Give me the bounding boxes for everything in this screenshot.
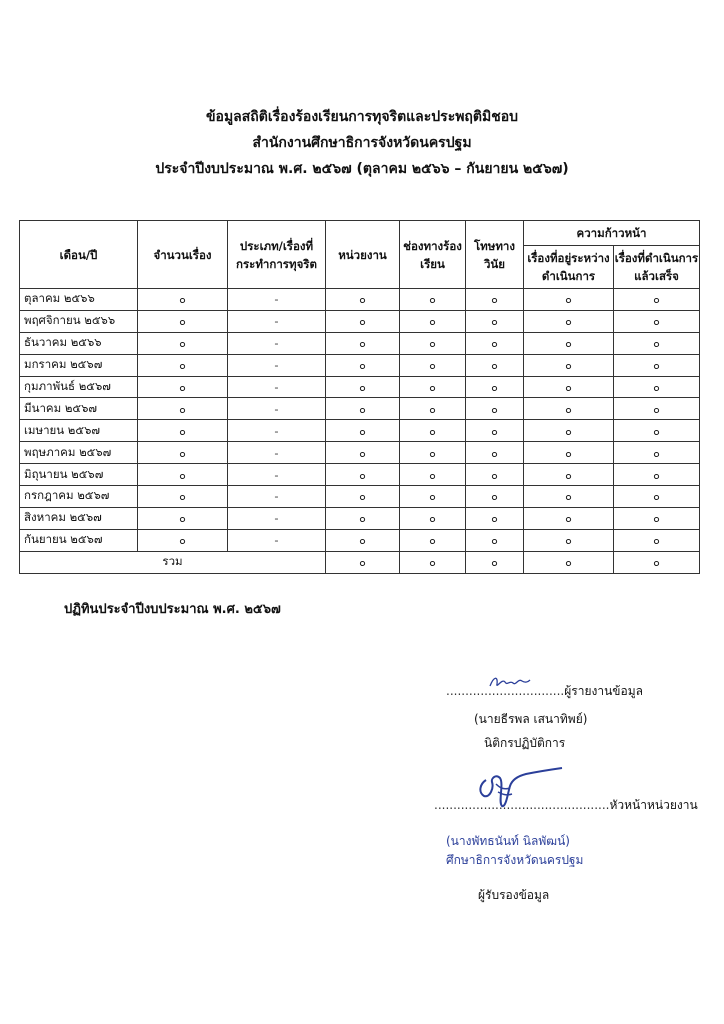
cell-completed: ๐ [614, 289, 700, 311]
cell-in-progress: ๐ [524, 442, 614, 464]
cell-completed: ๐ [614, 529, 700, 551]
cell-month: เมษายน ๒๕๖๗ [20, 420, 138, 442]
cell-penalty: ๐ [466, 420, 524, 442]
col-header-progress: ความก้าวหน้า [524, 221, 700, 246]
document-title: ข้อมูลสถิติเรื่องร้องเรียนการทุจริตและประพฤติมิชอบ [205, 109, 519, 125]
col-header-channel: ช่องทางร้องเรียน [400, 221, 466, 289]
cell-completed: ๐ [614, 507, 700, 529]
cell-penalty: ๐ [466, 289, 524, 311]
total-channel: ๐ [400, 551, 466, 573]
cell-agency: ๐ [326, 398, 400, 420]
cell-month: กันยายน ๒๕๖๗ [20, 529, 138, 551]
cell-penalty: ๐ [466, 464, 524, 486]
cell-channel: ๐ [400, 442, 466, 464]
cell-penalty: ๐ [466, 398, 524, 420]
office-name: สำนักงานศึกษาธิการจังหวัดนครปฐม [252, 135, 472, 151]
cell-completed: ๐ [614, 420, 700, 442]
cell-month: พฤศจิกายน ๒๕๖๖ [20, 310, 138, 332]
total-penalty: ๐ [466, 551, 524, 573]
cell-channel: ๐ [400, 398, 466, 420]
cell-channel: ๐ [400, 486, 466, 508]
head-dots: .............................................. [434, 798, 610, 812]
cell-in-progress: ๐ [524, 289, 614, 311]
reporter-name: (นายธีรพล เสนาทิพย์) [474, 712, 588, 726]
table-row [20, 464, 700, 486]
table-row [20, 376, 700, 398]
col-header-in-progress: เรื่องที่อยู่ระหว่างดำเนินการ [524, 246, 614, 289]
fiscal-year-note: ปฏิทินประจำปีงบประมาณ พ.ศ. ๒๕๖๗ [64, 602, 281, 617]
reporter-role: ผู้รายงานข้อมูล [564, 684, 643, 698]
fiscal-period: ประจำปีงบประมาณ พ.ศ. ๒๕๖๗ (ตุลาคม ๒๕๖๖ – กันยายน ๒๕๖๗) [155, 161, 569, 177]
table-row [20, 420, 700, 442]
cell-month: มิถุนายน ๒๕๖๗ [20, 464, 138, 486]
cell-channel: ๐ [400, 529, 466, 551]
col-header-count: จำนวนเรื่อง [138, 221, 228, 289]
cell-penalty: ๐ [466, 332, 524, 354]
cell-in-progress: ๐ [524, 420, 614, 442]
table-row [20, 486, 700, 508]
cell-in-progress: ๐ [524, 376, 614, 398]
cell-agency: ๐ [326, 442, 400, 464]
cell-channel: ๐ [400, 354, 466, 376]
total-completed: ๐ [614, 551, 700, 573]
cell-month: พฤษภาคม ๒๕๖๗ [20, 442, 138, 464]
cell-channel: ๐ [400, 420, 466, 442]
cell-agency: ๐ [326, 529, 400, 551]
cell-type: - [228, 420, 326, 442]
cell-agency: ๐ [326, 376, 400, 398]
table-row [20, 289, 700, 311]
cell-count: ๐ [138, 529, 228, 551]
cell-month: ตุลาคม ๒๕๖๖ [20, 289, 138, 311]
cell-completed: ๐ [614, 442, 700, 464]
cell-month: กรกฎาคม ๒๕๖๗ [20, 486, 138, 508]
cell-channel: ๐ [400, 464, 466, 486]
cell-in-progress: ๐ [524, 529, 614, 551]
cell-count: ๐ [138, 486, 228, 508]
cell-completed: ๐ [614, 376, 700, 398]
cell-count: ๐ [138, 354, 228, 376]
cell-type: - [228, 507, 326, 529]
cell-in-progress: ๐ [524, 486, 614, 508]
cell-count: ๐ [138, 442, 228, 464]
cell-agency: ๐ [326, 332, 400, 354]
reporter-line [446, 682, 643, 701]
cell-completed: ๐ [614, 332, 700, 354]
col-header-month: เดือน/ปี [20, 221, 138, 289]
cell-completed: ๐ [614, 486, 700, 508]
reporter-position: นิติกรปฏิบัติการ [484, 736, 566, 750]
cell-agency: ๐ [326, 420, 400, 442]
col-header-penalty: โทษทางวินัย [466, 221, 524, 289]
cell-type: - [228, 398, 326, 420]
cell-agency: ๐ [326, 310, 400, 332]
cell-agency: ๐ [326, 464, 400, 486]
cell-in-progress: ๐ [524, 464, 614, 486]
cell-count: ๐ [138, 420, 228, 442]
cell-channel: ๐ [400, 376, 466, 398]
cell-penalty: ๐ [466, 486, 524, 508]
cell-type: - [228, 376, 326, 398]
cell-penalty: ๐ [466, 354, 524, 376]
cell-month: ธันวาคม ๒๕๖๖ [20, 332, 138, 354]
table-row [20, 332, 700, 354]
table-row [20, 442, 700, 464]
cell-in-progress: ๐ [524, 332, 614, 354]
cell-completed: ๐ [614, 354, 700, 376]
col-header-completed: เรื่องที่ดำเนินการแล้วเสร็จ [614, 246, 700, 289]
cell-month: สิงหาคม ๒๕๖๗ [20, 507, 138, 529]
head-line [434, 796, 698, 815]
cell-count: ๐ [138, 310, 228, 332]
table-row [20, 310, 700, 332]
cell-completed: ๐ [614, 464, 700, 486]
cell-penalty: ๐ [466, 376, 524, 398]
table-row [20, 398, 700, 420]
cell-count: ๐ [138, 507, 228, 529]
cell-count: ๐ [138, 398, 228, 420]
total-in-progress: ๐ [524, 551, 614, 573]
col-header-type: ประเภท/เรื่องที่กระทำการทุจริต [228, 221, 326, 289]
table-row [20, 354, 700, 376]
cell-channel: ๐ [400, 507, 466, 529]
table-body [20, 289, 700, 574]
certifier-label: ผู้รับรองข้อมูล [478, 888, 550, 902]
cell-month: มกราคม ๒๕๖๗ [20, 354, 138, 376]
cell-penalty: ๐ [466, 529, 524, 551]
cell-agency: ๐ [326, 486, 400, 508]
cell-type: - [228, 332, 326, 354]
table-row [20, 507, 700, 529]
cell-in-progress: ๐ [524, 507, 614, 529]
cell-count: ๐ [138, 289, 228, 311]
cell-agency: ๐ [326, 354, 400, 376]
cell-count: ๐ [138, 332, 228, 354]
cell-month: กุมภาพันธ์ ๒๕๖๗ [20, 376, 138, 398]
cell-penalty: ๐ [466, 442, 524, 464]
cell-in-progress: ๐ [524, 310, 614, 332]
cell-in-progress: ๐ [524, 398, 614, 420]
head-position: ศึกษาธิการจังหวัดนครปฐม [446, 853, 584, 867]
cell-type: - [228, 310, 326, 332]
reporter-dots: ............................... [446, 684, 565, 698]
complaint-stats-table [19, 220, 700, 574]
cell-type: - [228, 442, 326, 464]
cell-in-progress: ๐ [524, 354, 614, 376]
cell-type: - [228, 289, 326, 311]
cell-count: ๐ [138, 376, 228, 398]
cell-completed: ๐ [614, 398, 700, 420]
cell-type: - [228, 464, 326, 486]
col-header-agency: หน่วยงาน [326, 221, 400, 289]
cell-month: มีนาคม ๒๕๖๗ [20, 398, 138, 420]
cell-agency: ๐ [326, 507, 400, 529]
table-row [20, 529, 700, 551]
total-agency: ๐ [326, 551, 400, 573]
cell-completed: ๐ [614, 310, 700, 332]
total-label: รวม [20, 551, 326, 573]
cell-channel: ๐ [400, 310, 466, 332]
cell-channel: ๐ [400, 289, 466, 311]
head-name: (นางพัทธนันท์ นิลพัฒน์) [446, 834, 570, 848]
head-role: หัวหน้าหน่วยงาน [609, 798, 698, 812]
cell-count: ๐ [138, 464, 228, 486]
table-total-row [20, 551, 700, 573]
cell-type: - [228, 486, 326, 508]
cell-channel: ๐ [400, 332, 466, 354]
cell-penalty: ๐ [466, 310, 524, 332]
cell-type: - [228, 354, 326, 376]
cell-agency: ๐ [326, 289, 400, 311]
document-header [0, 104, 724, 182]
cell-type: - [228, 529, 326, 551]
cell-penalty: ๐ [466, 507, 524, 529]
